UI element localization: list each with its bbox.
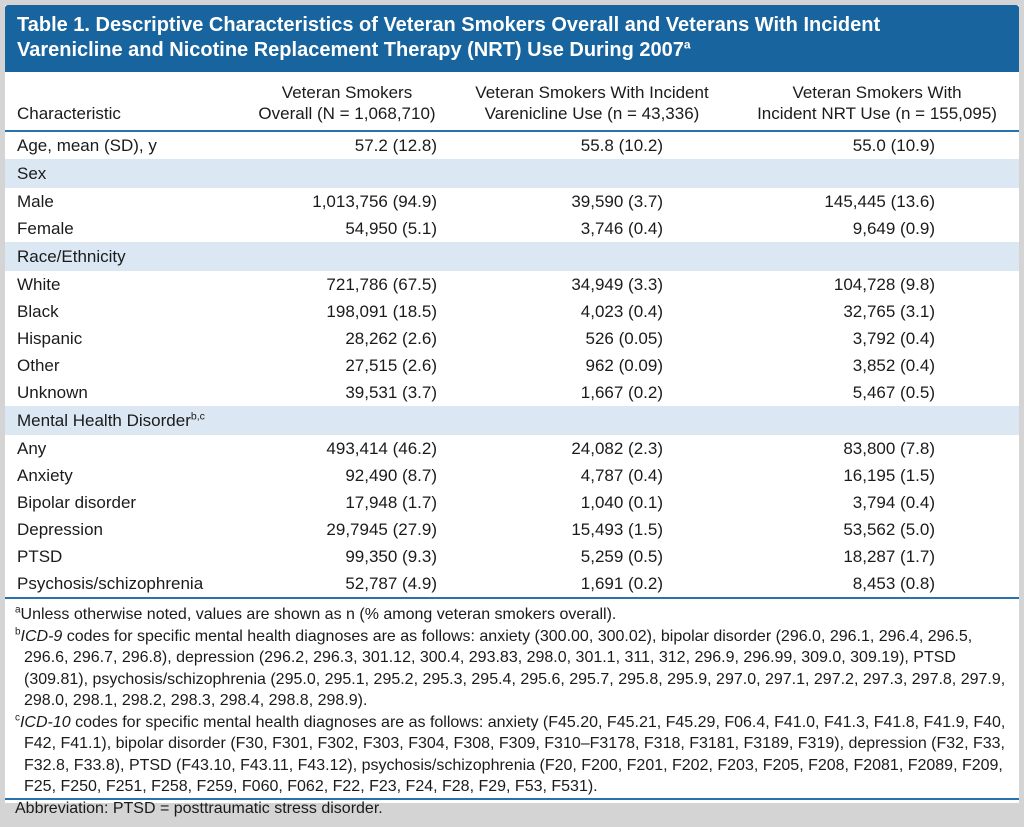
characteristics-table xyxy=(5,72,1019,597)
cell-value: 15,493 (1.5) xyxy=(571,520,663,539)
column-header-nrt: Veteran Smokers With Incident NRT Use (n = 155,095) xyxy=(735,72,1019,131)
cell-value: 3,794 (0.4) xyxy=(852,493,935,512)
cell-value: 27,515 (2.6) xyxy=(345,356,437,375)
cell-value: 92,490 (8.7) xyxy=(345,466,437,485)
section-label: Race/Ethnicity xyxy=(5,242,1019,271)
row-label: Female xyxy=(17,219,74,238)
title-footnote-marker: a xyxy=(683,37,691,52)
cell-value: 39,590 (3.7) xyxy=(571,192,663,211)
footnote: $^a$Unless otherwise noted, values are shown as n (% among veteran smokers overall). xyxy=(15,604,617,623)
cell-value: 4,023 (0.4) xyxy=(580,302,663,321)
table-row xyxy=(5,215,1019,242)
section-footnote-marker: b,c xyxy=(190,410,205,423)
section-row xyxy=(5,406,1019,435)
cell-value: 9,649 (0.9) xyxy=(852,219,935,238)
cell-value: 32,765 (3.1) xyxy=(843,302,935,321)
row-label: Unknown xyxy=(17,383,88,402)
table-row xyxy=(5,379,1019,406)
cell-value: 83,800 (7.8) xyxy=(843,439,935,458)
cell-value: 5,259 (0.5) xyxy=(580,547,663,566)
cell-value: 55.8 (10.2) xyxy=(580,136,663,155)
cell-value: 3,792 (0.4) xyxy=(852,329,935,348)
cell-value: 57.2 (12.8) xyxy=(354,136,437,155)
cell-value: 1,691 (0.2) xyxy=(580,574,663,593)
cell-value: 493,414 (46.2) xyxy=(326,439,437,458)
cell-value: 52,787 (4.9) xyxy=(345,574,437,593)
table-row xyxy=(5,131,1019,159)
row-label: Black xyxy=(17,302,59,321)
row-label: PTSD xyxy=(17,547,63,566)
cell-value: 962 (0.09) xyxy=(585,356,663,375)
row-label: Anxiety xyxy=(17,466,73,485)
table-title-bar xyxy=(5,5,1019,72)
column-header-characteristic: Characteristic xyxy=(5,72,245,131)
cell-value: 104,728 (9.8) xyxy=(833,275,935,294)
row-label: White xyxy=(17,275,61,294)
table-row xyxy=(5,325,1019,352)
cell-value: 34,949 (3.3) xyxy=(571,275,663,294)
table-card xyxy=(5,5,1019,817)
cell-value: 17,948 (1.7) xyxy=(345,493,437,512)
cell-value: 54,950 (5.1) xyxy=(345,219,437,238)
cell-value: 29,7945 (27.9) xyxy=(326,520,437,539)
cell-value: 721,786 (67.5) xyxy=(326,275,437,294)
table-body xyxy=(5,131,1019,597)
footnotes xyxy=(5,597,1019,827)
cell-value: 526 (0.05) xyxy=(585,329,663,348)
table-row xyxy=(5,188,1019,215)
cell-value: 8,453 (0.8) xyxy=(852,574,935,593)
footnote-marker: c xyxy=(15,712,20,724)
column-header-varenicline: Veteran Smokers With Incident Varenicline Use (n = 43,336) xyxy=(449,72,735,131)
cell-value: 3,746 (0.4) xyxy=(580,219,663,238)
cell-value: 16,195 (1.5) xyxy=(843,466,935,485)
row-label: Bipolar disorder xyxy=(17,493,137,512)
table-row xyxy=(5,543,1019,570)
footnote: $^b$ICD-9 codes for specific mental health diagnoses are as follows: anxiety (300.00, 300.02), bipolar disorder (296.0, 296.1, 296.4, 296.5, 296.6, 296.7, 296.8), depression (296.2, 296.3, 301.12, 300.4, 293.83, 298.0, 301.1, 311, 312, 296.9, 296.99, 309.0, 309.19), PTSD (309.81), psychosis/schizophrenia (295.0, 295.1, 295.2, 295.3, 295.4, 295.6, 295.7, 295.8, 295.9, 297.0, 297.1, 297.2, 297.3, 297.8, 297.9, 298.0, 298.1, 298.2, 298.3, 298.4, 298.8, 298.9). xyxy=(15,626,1006,709)
section-label: Mental Health Disorder$^{b,c}$ xyxy=(5,406,1019,435)
footnote-italic-term: ICD-10 xyxy=(19,713,71,731)
cell-value: 3,852 (0.4) xyxy=(852,356,935,375)
header-row xyxy=(5,72,1019,131)
row-label: Depression xyxy=(17,520,103,539)
row-label: Any xyxy=(17,439,47,458)
row-label: Hispanic xyxy=(17,329,83,348)
section-row xyxy=(5,242,1019,271)
cell-value: 39,531 (3.7) xyxy=(345,383,437,402)
footnote-italic-term: ICD-9 xyxy=(20,627,63,645)
cell-value: 4,787 (0.4) xyxy=(580,466,663,485)
table-row xyxy=(5,462,1019,489)
cell-value: 24,082 (2.3) xyxy=(571,439,663,458)
row-label: Psychosis/schizophrenia xyxy=(17,574,204,593)
row-label: Age, mean (SD), y xyxy=(17,136,157,155)
cell-value: 99,350 (9.3) xyxy=(345,547,437,566)
footnote-marker: b xyxy=(15,626,21,638)
cell-value: 28,262 (2.6) xyxy=(345,329,437,348)
cell-value: 1,040 (0.1) xyxy=(580,493,663,512)
cell-value: 1,667 (0.2) xyxy=(580,383,663,402)
table-title-line1: Table 1. Descriptive Characteristics of Veteran Smokers Overall and Veterans With Incident xyxy=(17,14,881,36)
cell-value: 1,013,756 (94.9) xyxy=(312,192,437,211)
table-row xyxy=(5,516,1019,543)
column-header-overall: Veteran Smokers Overall (N = 1,068,710) xyxy=(245,72,449,131)
row-label: Male xyxy=(17,192,54,211)
section-label: Sex xyxy=(5,159,1019,188)
footnote-marker: a xyxy=(15,604,21,616)
table-row xyxy=(5,352,1019,379)
footnote: Abbreviation: PTSD = posttraumatic stress disorder. xyxy=(15,799,383,817)
cell-value: 5,467 (0.5) xyxy=(852,383,935,402)
cell-value: 55.0 (10.9) xyxy=(852,136,935,155)
footnote: $^c$ICD-10 codes for specific mental health diagnoses are as follows: anxiety (F45.20, F45.21, F45.29, F06.4, F41.0, F41.3, F41.8, F41.9, F40, F42, F41.1), bipolar disorder (F30, F301, F302, F303, F304, F308, F309, F310–F3178, F318, F3181, F3189, F319), depression (F32, F33, F32.8, F33.8), PTSD (F43.10, F43.11, F43.12), psychosis/schizophrenia (F20, F200, F201, F202, F203, F205, F208, F2081, F2089, F209, F25, F250, F251, F258, F259, F060, F062, F22, F23, F24, F28, F29, F53, F531). xyxy=(15,712,1006,795)
table-row xyxy=(5,298,1019,325)
row-label: Other xyxy=(17,356,60,375)
cell-value: 198,091 (18.5) xyxy=(326,302,437,321)
table-header xyxy=(5,72,1019,131)
table-row xyxy=(5,435,1019,462)
table-row xyxy=(5,489,1019,516)
cell-value: 145,445 (13.6) xyxy=(824,192,935,211)
cell-value: 18,287 (1.7) xyxy=(843,547,935,566)
table-row xyxy=(5,570,1019,597)
section-row xyxy=(5,159,1019,188)
table-row xyxy=(5,271,1019,298)
bottom-rule xyxy=(5,798,1019,800)
table-title-line2: Varenicline and Nicotine Replacement Therapy (NRT) Use During 2007$^a$ xyxy=(17,37,691,61)
cell-value: 53,562 (5.0) xyxy=(843,520,935,539)
